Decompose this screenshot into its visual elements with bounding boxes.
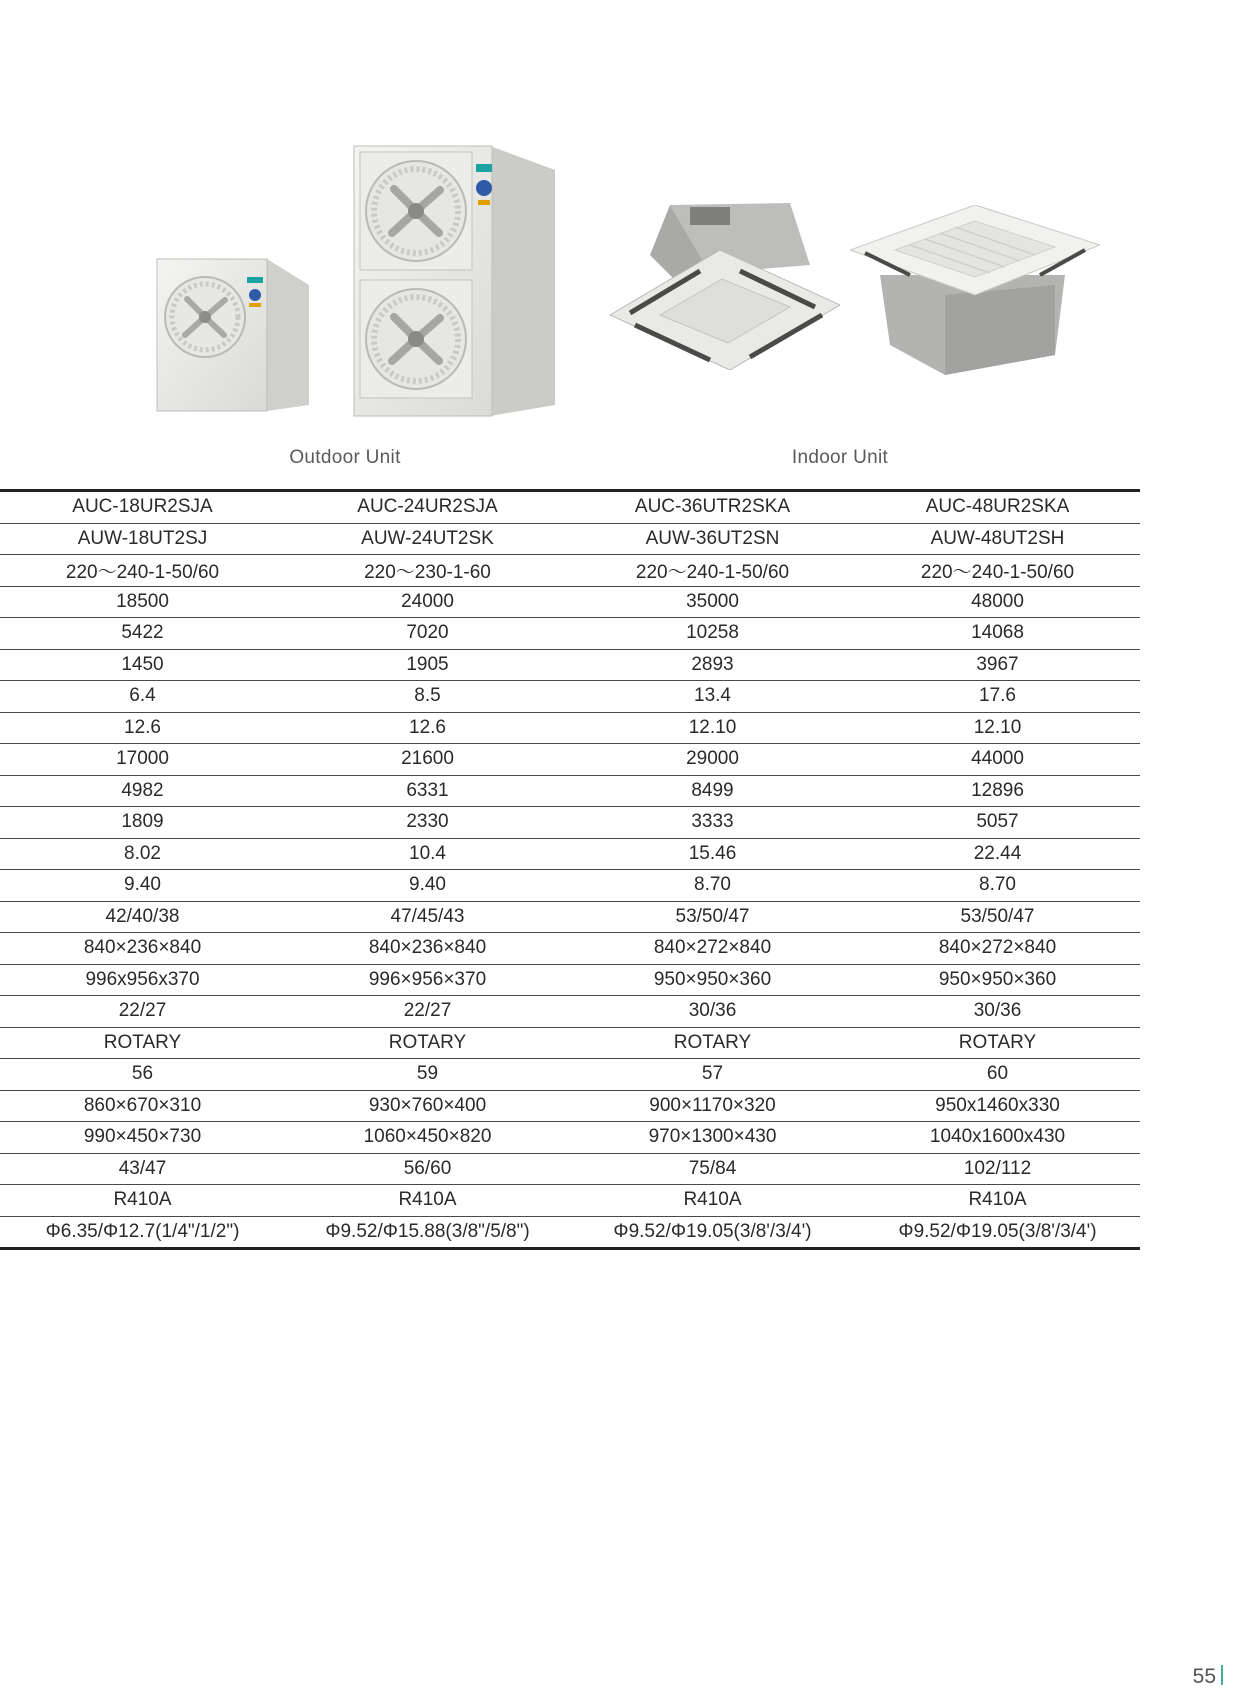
table-cell: 12.10	[855, 712, 1140, 744]
table-row	[0, 901, 1140, 933]
outdoor-unit-caption: Outdoor Unit	[289, 447, 401, 468]
table-cell: 1040x1600x430	[855, 1122, 1140, 1154]
table-cell: 30/36	[855, 996, 1140, 1028]
table-cell: 970×1300×430	[570, 1122, 855, 1154]
table-cell: 75/84	[570, 1153, 855, 1185]
table-row	[0, 1153, 1140, 1185]
table-cell: 1905	[285, 649, 570, 681]
table-cell: 840×272×840	[855, 933, 1140, 965]
table-cell: 220～240-1-50/60	[855, 555, 1140, 587]
table-cell: 59	[285, 1059, 570, 1091]
table-cell: 15.46	[570, 838, 855, 870]
table-cell: AUW-18UT2SJ	[0, 523, 285, 555]
table-cell: 1809	[0, 807, 285, 839]
table-cell: 840×236×840	[0, 933, 285, 965]
table-cell: 43/47	[0, 1153, 285, 1185]
table-cell: AUC-48UR2SKA	[855, 491, 1140, 524]
table-cell: 56/60	[285, 1153, 570, 1185]
table-row	[0, 555, 1140, 587]
table-row	[0, 1090, 1140, 1122]
table-row	[0, 681, 1140, 713]
table-cell: 17000	[0, 744, 285, 776]
table-cell: 57	[570, 1059, 855, 1091]
table-cell: 950×950×360	[570, 964, 855, 996]
table-cell: 24000	[285, 586, 570, 618]
table-cell: 12.6	[285, 712, 570, 744]
table-cell: 44000	[855, 744, 1140, 776]
table-cell: 48000	[855, 586, 1140, 618]
table-cell: 60	[855, 1059, 1140, 1091]
table-row	[0, 586, 1140, 618]
table-cell: AUW-24UT2SK	[285, 523, 570, 555]
table-cell: 8.70	[855, 870, 1140, 902]
table-cell: R410A	[855, 1185, 1140, 1217]
table-row	[0, 1216, 1140, 1249]
table-cell: 990×450×730	[0, 1122, 285, 1154]
table-cell: 8.5	[285, 681, 570, 713]
table-cell: 6331	[285, 775, 570, 807]
table-cell: 12.6	[0, 712, 285, 744]
table-cell: 1060×450×820	[285, 1122, 570, 1154]
table-row	[0, 712, 1140, 744]
table-cell: Φ9.52/Φ19.05(3/8'/3/4')	[898, 1220, 1097, 1242]
table-cell: 4982	[0, 775, 285, 807]
table-cell: 8.02	[0, 838, 285, 870]
table-row	[0, 964, 1140, 996]
table-cell: 12896	[855, 775, 1140, 807]
table-cell: 7020	[285, 618, 570, 650]
table-cell: 35000	[570, 586, 855, 618]
table-cell: 10.4	[285, 838, 570, 870]
table-cell: R410A	[0, 1185, 285, 1217]
table-cell: 102/112	[855, 1153, 1140, 1185]
table-cell: 5422	[0, 618, 285, 650]
table-row	[0, 1027, 1140, 1059]
table-cell: AUW-48UT2SH	[855, 523, 1140, 555]
table-row	[0, 618, 1140, 650]
page-number-accent-bar	[1221, 1665, 1223, 1685]
cassette-indoor-unit-alt-image	[850, 205, 1100, 380]
indoor-unit-caption: Indoor Unit	[791, 447, 889, 468]
table-cell: 10258	[570, 618, 855, 650]
table-cell: AUW-36UT2SN	[570, 523, 855, 555]
table-cell: Φ9.52/Φ15.88(3/8"/5/8")	[325, 1220, 530, 1242]
table-cell: AUC-36UTR2SKA	[570, 491, 855, 524]
table-cell: 930×760×400	[285, 1090, 570, 1122]
table-cell: 220～240-1-50/60	[570, 555, 855, 587]
table-cell: ROTARY	[855, 1027, 1140, 1059]
table-cell: Φ6.35/Φ12.7(1/4"/1/2")	[45, 1220, 240, 1242]
table-row	[0, 1122, 1140, 1154]
table-cell: 840×272×840	[570, 933, 855, 965]
table-row	[0, 933, 1140, 965]
table-cell: R410A	[570, 1185, 855, 1217]
table-cell: 860×670×310	[0, 1090, 285, 1122]
table-row	[0, 838, 1140, 870]
table-cell: 47/45/43	[285, 901, 570, 933]
table-cell: 56	[0, 1059, 285, 1091]
table-row	[0, 491, 1140, 524]
table-cell: 900×1170×320	[570, 1090, 855, 1122]
table-cell: 21600	[285, 744, 570, 776]
table-cell: AUC-18UR2SJA	[0, 491, 285, 524]
table-cell: 22/27	[285, 996, 570, 1028]
table-cell: 3967	[855, 649, 1140, 681]
table-cell: 22.44	[855, 838, 1140, 870]
table-cell: ROTARY	[570, 1027, 855, 1059]
table-cell: 9.40	[285, 870, 570, 902]
outdoor-unit-small-image	[155, 255, 315, 415]
table-cell: 53/50/47	[855, 901, 1140, 933]
table-cell: 220～240-1-50/60	[0, 555, 285, 587]
table-cell: 3333	[570, 807, 855, 839]
table-cell: ROTARY	[0, 1027, 285, 1059]
table-cell: 8499	[570, 775, 855, 807]
table-cell: 2893	[570, 649, 855, 681]
table-cell: 53/50/47	[570, 901, 855, 933]
table-cell: 30/36	[570, 996, 855, 1028]
table-row	[0, 996, 1140, 1028]
table-cell: ROTARY	[285, 1027, 570, 1059]
table-cell: 29000	[570, 744, 855, 776]
table-cell: 996×956×370	[285, 964, 570, 996]
table-cell: 9.40	[0, 870, 285, 902]
table-cell: 2330	[285, 807, 570, 839]
table-cell: 5057	[855, 807, 1140, 839]
page-number-text: 55	[1192, 1665, 1216, 1688]
table-row	[0, 744, 1140, 776]
table-cell: R410A	[285, 1185, 570, 1217]
table-cell: Φ9.52/Φ19.05(3/8'/3/4')	[613, 1220, 812, 1242]
table-row	[0, 870, 1140, 902]
table-row	[0, 775, 1140, 807]
outdoor-unit-large-image	[350, 140, 560, 420]
table-cell: AUC-24UR2SJA	[285, 491, 570, 524]
page-number	[1193, 1665, 1223, 1689]
table-cell: 17.6	[855, 681, 1140, 713]
table-cell: 950x1460x330	[855, 1090, 1140, 1122]
table-row	[0, 1185, 1140, 1217]
table-cell: 840×236×840	[285, 933, 570, 965]
table-cell: 220～230-1-60	[285, 555, 570, 587]
table-cell: 18500	[0, 586, 285, 618]
table-cell: 42/40/38	[0, 901, 285, 933]
table-cell: 996x956x370	[0, 964, 285, 996]
product-images	[0, 0, 1241, 480]
cassette-indoor-unit-image	[590, 195, 840, 370]
table-cell: 12.10	[570, 712, 855, 744]
table-cell: 14068	[855, 618, 1140, 650]
table-row	[0, 807, 1140, 839]
specification-table	[0, 489, 1140, 1250]
table-cell: 22/27	[0, 996, 285, 1028]
table-row	[0, 523, 1140, 555]
table-row	[0, 649, 1140, 681]
table-cell: 6.4	[0, 681, 285, 713]
table-cell: 8.70	[570, 870, 855, 902]
table-row	[0, 1059, 1140, 1091]
table-cell: 950×950×360	[855, 964, 1140, 996]
table-cell: 13.4	[570, 681, 855, 713]
table-cell: 1450	[0, 649, 285, 681]
